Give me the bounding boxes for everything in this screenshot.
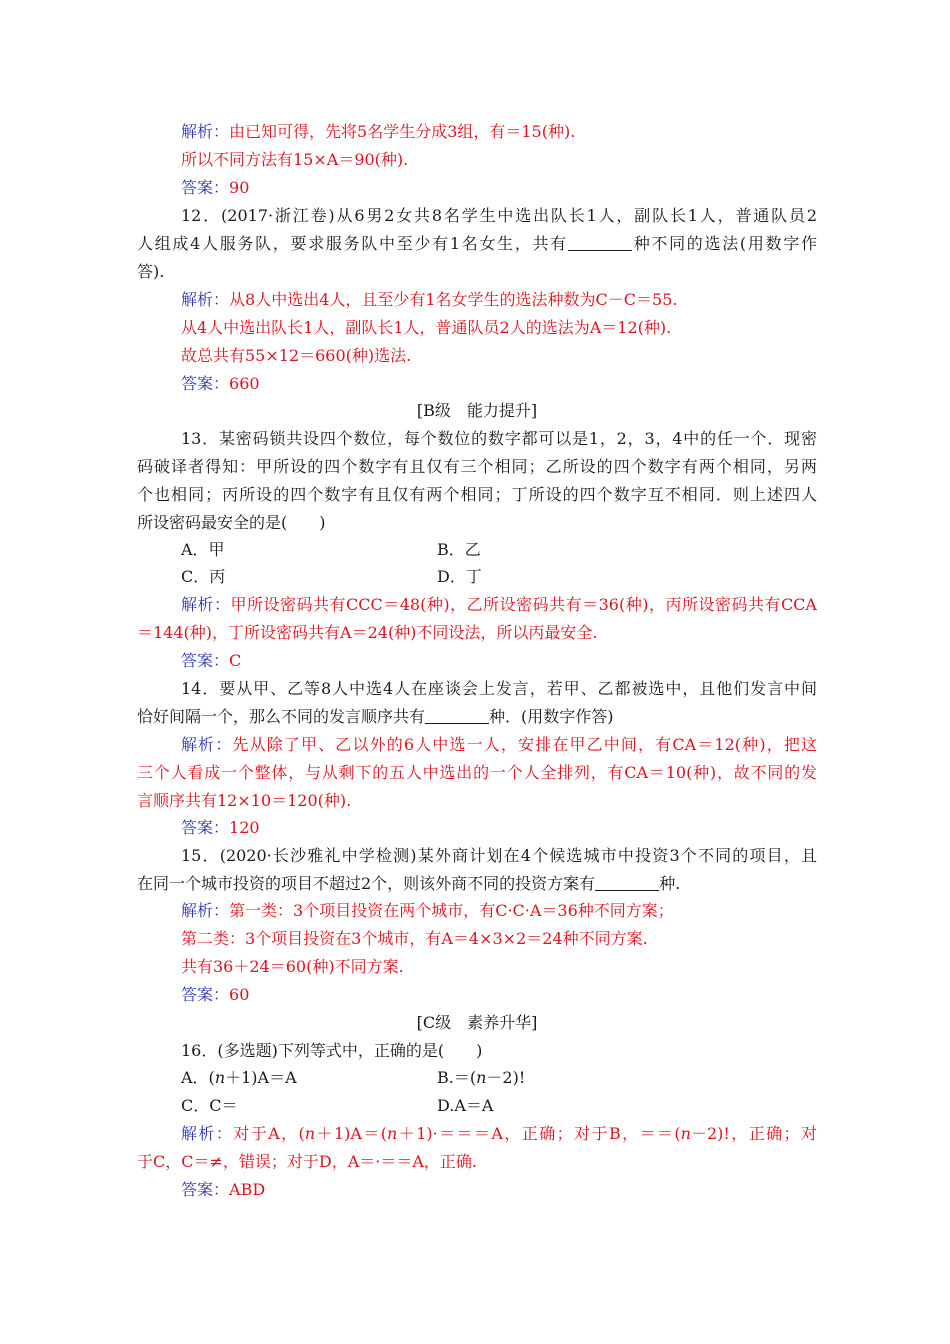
option-c: C．C＝: [181, 1096, 238, 1115]
solution-text: ＋1)A＝(: [315, 1124, 388, 1143]
question-16-line: 16．(多选题)下列等式中，正确的是( ): [181, 1041, 483, 1060]
answer-label: 答案：: [181, 374, 230, 393]
option-b: B．乙: [437, 540, 481, 559]
question-12-line: 答).: [137, 262, 165, 281]
answer-line: [181, 176, 817, 200]
solution-text: 对于A，(: [233, 1124, 305, 1143]
answer-line: [181, 649, 817, 673]
section-heading-c: [C级 素养升华]: [416, 1013, 538, 1032]
solution-label: 解析：: [181, 122, 230, 141]
answer-value: 60: [229, 985, 250, 1004]
variable-n: n: [304, 1124, 316, 1143]
solution-line: 所以不同方法有15×A＝90(种).: [181, 150, 409, 169]
solution-line: [181, 899, 817, 923]
question-text: 在同一个城市投资的项目不超过2个，则该外商不同的投资方案有: [137, 874, 596, 893]
variable-n: n: [214, 1068, 226, 1087]
answer-value: 660: [229, 374, 260, 393]
question-12-line: [137, 232, 817, 256]
solution-label: 解析：: [181, 595, 231, 614]
section-heading-b: [B级 能力提升]: [416, 401, 538, 420]
option-d: D．丁: [437, 567, 482, 586]
question-13-line: 个也相同；丙所设的四个数字有且仅有两个相同；丁所设的四个数字互不相同．则上述四人: [137, 485, 817, 504]
question-text: 种.: [659, 874, 681, 893]
question-text: 种不同的选法(用数字作: [631, 234, 817, 253]
answer-line: [181, 983, 817, 1007]
fill-blank: [568, 234, 632, 251]
solution-text: 从8人中选出4人，且至少有1名女学生的选法种数为C－C＝55.: [229, 290, 678, 309]
question-14-line: [137, 705, 817, 729]
answer-value: C: [229, 651, 242, 670]
solution-label: 解析：: [181, 901, 230, 920]
solution-line: 故总共有55×12＝660(种)选法.: [181, 346, 412, 365]
question-12-line: 12．(2017·浙江卷)从6男2女共8名学生中选出队长1人，副队长1人，普通队员2: [181, 206, 817, 225]
answer-value: ABD: [229, 1180, 266, 1199]
solution-line: [181, 593, 817, 617]
answer-label: 答案：: [181, 818, 230, 837]
option-a: A．甲: [181, 540, 225, 559]
question-13-line: 13．某密码锁共设四个数位，每个数位的数字都可以是1，2，3，4中的任一个．现密: [181, 429, 817, 448]
solution-line: 言顺序共有12×10＝120(种).: [137, 791, 352, 810]
answer-line: [181, 372, 817, 396]
solution-text: －2)!，正确；对: [690, 1124, 817, 1143]
answer-label: 答案：: [181, 1180, 230, 1199]
answer-value: 90: [229, 178, 250, 197]
answer-value: 120: [229, 818, 260, 837]
question-13-line: 码破译者得知：甲所设的四个数字有且仅有三个相同；乙所设的四个数字有两个相同，另两: [137, 457, 817, 476]
solution-text: 甲所设密码共有CCC＝48(种)，乙所设密码共有＝36(种)，丙所设密码共有CCA: [230, 595, 817, 614]
question-text: 人组成4人服务队，要求服务队中至少有1名女生，共有: [137, 234, 568, 253]
option-text: －2)!: [486, 1068, 526, 1087]
solution-line: [181, 288, 817, 312]
answer-label: 答案：: [181, 985, 230, 1004]
variable-n: n: [387, 1124, 398, 1143]
question-14-line: 14．要从甲、乙等8人中选4人在座谈会上发言，若甲、乙都被选中，且他们发言中间: [181, 679, 817, 698]
option-text: ＋1)A＝A: [225, 1068, 297, 1087]
option-text: B.＝(: [437, 1068, 477, 1087]
question-15-line: 15．(2020·长沙雅礼中学检测)某外商计划在4个候选城市中投资3个不同的项目，且: [181, 846, 817, 865]
answer-label: 答案：: [181, 178, 230, 197]
solution-line: 共有36＋24＝60(种)不同方案.: [181, 957, 404, 976]
solution-line: 从4人中选出队长1人，副队长1人，普通队员2人的选法为A＝12(种).: [181, 318, 672, 337]
question-text: 恰好间隔一个，那么不同的发言顺序共有: [137, 707, 426, 726]
solution-line: [181, 120, 817, 144]
question-15-line: [137, 872, 817, 896]
option-text: A．(: [181, 1068, 215, 1087]
solution-text: ＋1)·＝＝＝A，正确；对于B，＝＝(: [397, 1124, 681, 1143]
variable-n: n: [476, 1068, 487, 1087]
answer-label: 答案：: [181, 651, 230, 670]
solution-line: 三个人看成一个整体，与从剩下的五人中选出的一个人全排列，有CA＝10(种)，故不同的发: [137, 763, 817, 782]
answer-line: [181, 816, 817, 840]
solution-line: [181, 1122, 817, 1146]
option-a: [181, 1066, 297, 1090]
solution-line: 于C，C＝≠，错误；对于D，A＝·＝＝A，正确.: [137, 1152, 478, 1171]
variable-n: n: [680, 1124, 691, 1143]
solution-label: 解析：: [181, 290, 230, 309]
solution-label: 解析：: [181, 1124, 234, 1143]
answer-line: [181, 1178, 817, 1202]
solution-label: 解析：: [181, 735, 233, 754]
fill-blank: [595, 874, 659, 891]
option-d: D.A＝A: [437, 1096, 494, 1115]
question-text: 种．(用数字作答): [489, 707, 614, 726]
fill-blank: [425, 707, 489, 724]
solution-line: ＝144(种)，丁所设密码共有A＝24(种)不同设法，所以丙最安全.: [137, 623, 598, 642]
solution-text: 由已知可得，先将5名学生分成3组，有＝15(种).: [229, 122, 576, 141]
option-c: C．丙: [181, 567, 226, 586]
solution-text: 第一类：3个项目投资在两个城市，有C·C·A＝36种不同方案；: [229, 901, 674, 920]
option-b: [437, 1066, 525, 1090]
solution-line: [181, 733, 817, 757]
question-13-line: 所设密码最安全的是( ): [137, 513, 326, 532]
solution-text: 先从除了甲、乙以外的6人中选一人，安排在甲乙中间，有CA＝12(种)，把这: [232, 735, 817, 754]
solution-line: 第二类：3个项目投资在3个城市，有A＝4×3×2＝24种不同方案.: [181, 929, 648, 948]
